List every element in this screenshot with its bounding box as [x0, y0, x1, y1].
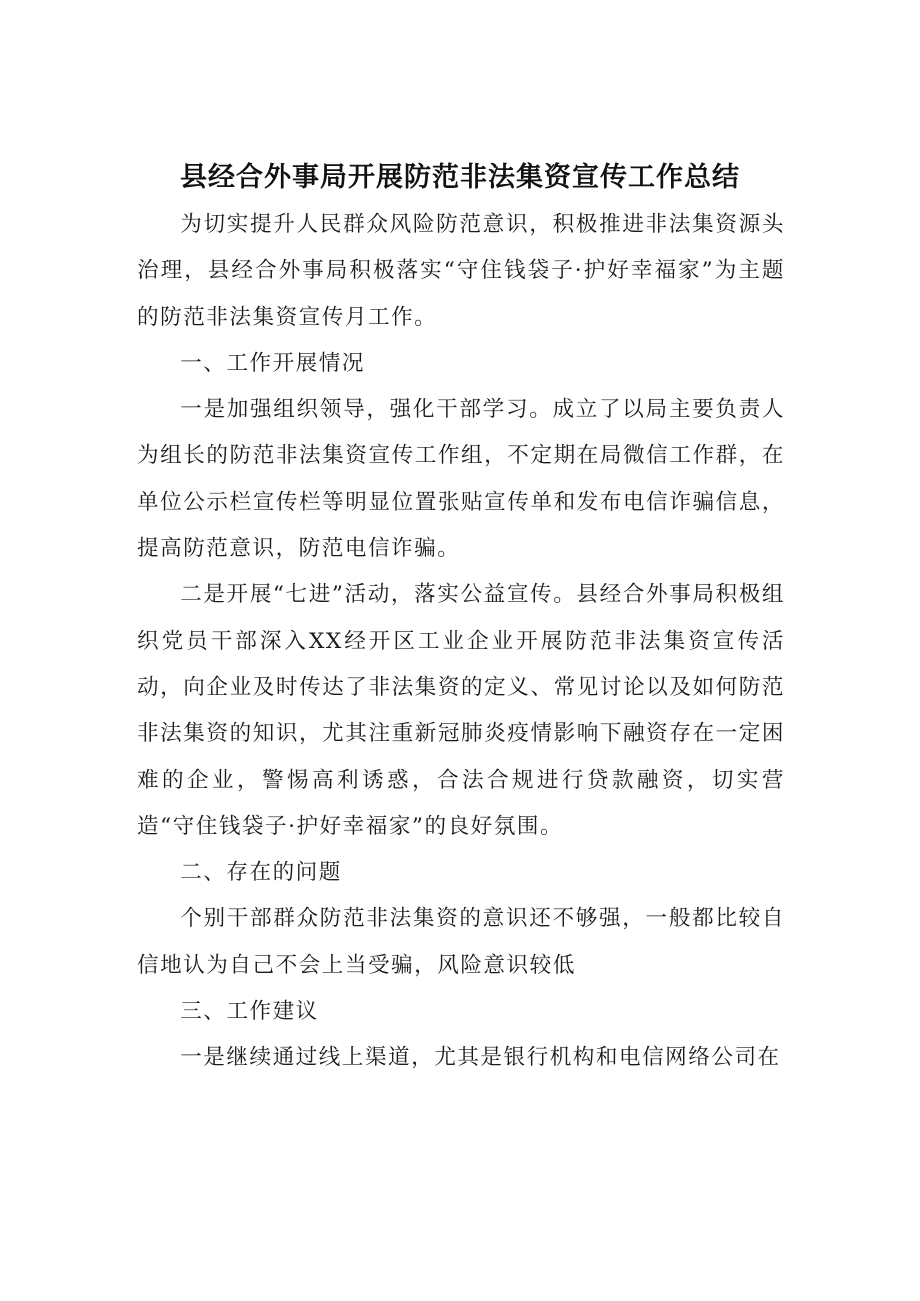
document-title: 县经合外事局开展防范非法集资宣传工作总结: [180, 162, 740, 193]
paragraph-suggestions: 一是继续通过线上渠道，尤其是银行机构和电信网络公司在: [180, 1045, 781, 1071]
intro-paragraph: 为切实提升人民群众风险防范意识，积极推进非法集资源头治理，县经合外事局积极落实“守住钱袋子·护好幸福家”为主题的防范非法集资宣传月工作。: [137, 212, 785, 330]
document-body: [137, 202, 785, 1082]
section-heading-problems: 二、存在的问题: [180, 860, 342, 886]
section-heading-work-progress: 一、工作开展情况: [180, 350, 365, 376]
paragraph-seven-activities: 二是开展“七进”活动，落实公益宣传。县经合外事局积极组织党员干部深入XX经开区工业企业开展防范非法集资宣传活动，向企业及时传达了非法集资的定义、常见讨论以及如何防范非法集资的知识，尤其注重新冠肺炎疫情影响下融资存在一定困难的企业，警惕高利诱惑，合法合规进行贷款融资，切实营造“守住钱袋子·护好幸福家”的良好氛围。: [137, 582, 785, 839]
paragraph-problems: 个别干部群众防范非法集资的意识还不够强，一般都比较自信地认为自己不会上当受骗，风险意识较低: [137, 906, 785, 978]
paragraph-organization: 一是加强组织领导，强化干部学习。成立了以局主要负责人为组长的防范非法集资宣传工作组，不定期在局微信工作群，在单位公示栏宣传栏等明显位置张贴宣传单和发布电信诈骗信息，提高防范意识，防范电信诈骗。: [137, 397, 785, 562]
section-heading-suggestions: 三、工作建议: [180, 999, 319, 1025]
